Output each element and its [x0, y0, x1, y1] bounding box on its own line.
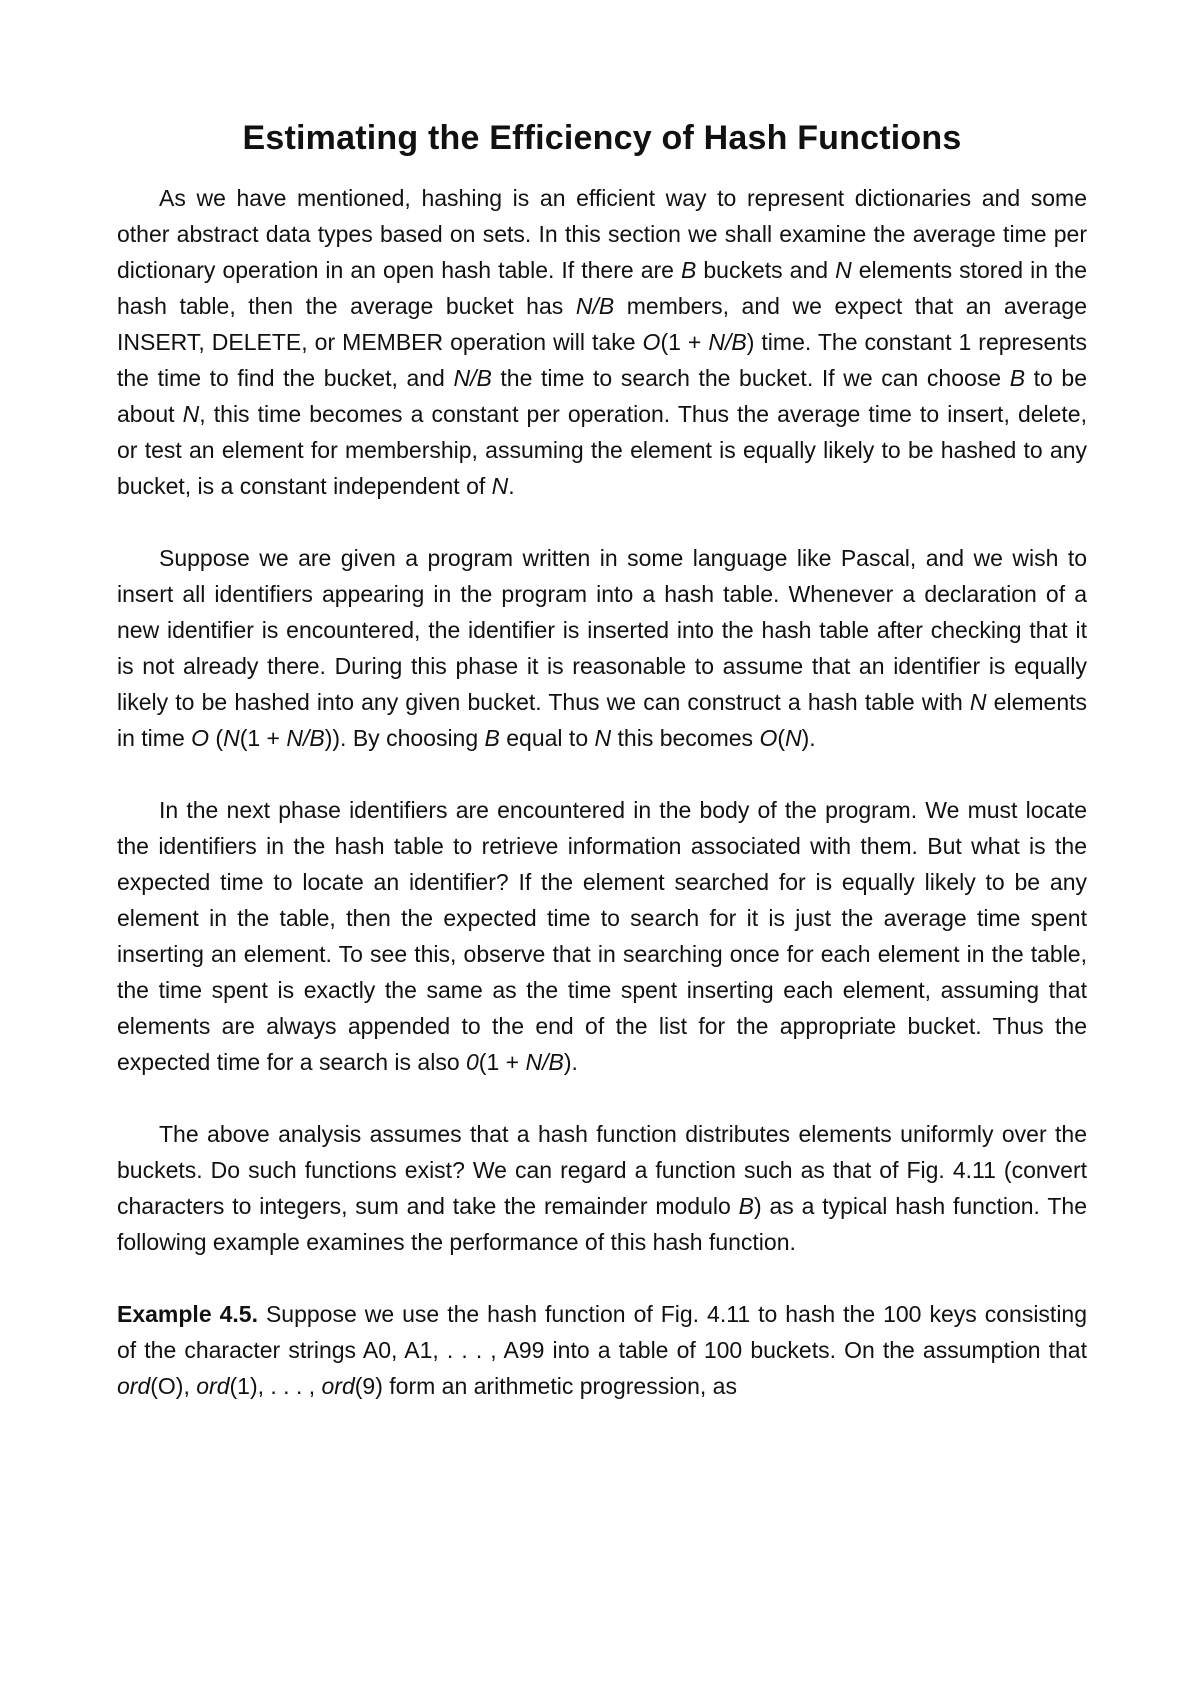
paragraph-average-time: [117, 180, 1087, 504]
text-run: ).: [563, 1049, 578, 1075]
text-run: (1 +: [660, 329, 709, 355]
math-symbol: O: [759, 725, 778, 751]
text-run: Suppose we are given a program written in some language like Pascal, and we wish to insert all identifiers appearing in the program into a hash table. Whenever a declaration of a new identifier is encountered, the identifier is inserted into the hash table after checking that it is not already there. During this phase it is reasonable to assume that an identifier is equally likely to be hashed into any given bucket. Thus we can construct a hash table with: [117, 545, 1087, 715]
math-symbol: N: [594, 725, 612, 751]
math-symbol: ord: [196, 1373, 230, 1399]
text-run: ).: [801, 725, 816, 751]
example-label: Example 4.5.: [117, 1301, 258, 1327]
text-run: the time to search the bucket. If we can choose: [491, 365, 1010, 391]
math-symbol: N/B: [708, 329, 747, 355]
math-symbol: ord: [117, 1373, 151, 1399]
math-symbol: N/B: [525, 1049, 564, 1075]
text-run: Suppose we use the hash function of Fig. 4.11 to hash the 100 keys consisting of the character strings A0, A1, . . . , A99 into a table of 100 buckets. On the assumption that: [117, 1301, 1088, 1363]
text-run: , this time becomes a constant per operation. Thus the average time to insert, delete, or test an element for membership, assuming the element is equally likely to be hashed to any bucket, is a constant independent of: [117, 401, 1087, 499]
math-symbol: B: [680, 257, 697, 283]
text-run: .: [508, 473, 515, 499]
text-run: equal to: [499, 725, 595, 751]
text-run: (: [777, 725, 785, 751]
math-symbol: N: [835, 257, 852, 283]
paragraph-identifier-insertion: [117, 540, 1087, 756]
math-symbol: B: [738, 1193, 754, 1219]
text-run: (9) form an arithmetic progression, as: [354, 1373, 737, 1399]
math-symbol: N: [785, 725, 802, 751]
text-run: elements stored in the hash table, then the average bucket has: [117, 257, 1088, 319]
text-run: The above analysis assumes that a hash function distributes elements uniformly over the buckets. Do such functions exist? We can regard a function such as that of Fig. 4.11 (convert characters to integers, sum and take the remainder modulo: [117, 1121, 1087, 1219]
text-run: ) time. The constant 1 represents the time to find the bucket, and: [117, 329, 1087, 391]
text-run: As we have mentioned, hashing is an efficient way to represent dictionaries and some other abstract data types based on sets. In this section we shall examine the average time per dictionary operation in an open hash table. If there are: [117, 185, 1087, 283]
document-title: Estimating the Efficiency of Hash Functions: [242, 119, 962, 157]
text-run: (: [209, 725, 224, 751]
text-run: )). By choosing: [324, 725, 485, 751]
text-run: (O),: [150, 1373, 197, 1399]
math-symbol: O: [642, 329, 661, 355]
math-symbol: B: [484, 725, 500, 751]
text-run: (1 +: [478, 1049, 526, 1075]
math-symbol: 0: [466, 1049, 479, 1075]
text-run: buckets and: [696, 257, 836, 283]
math-symbol: ord: [321, 1373, 355, 1399]
math-symbol: N/B: [453, 365, 492, 391]
text-run: ) as a typical hash function. The following example examines the performance of this hash function.: [117, 1193, 1087, 1255]
math-symbol: N: [223, 725, 240, 751]
paragraph-uniform-distribution: [117, 1116, 1087, 1260]
text-run: (1), . . . ,: [229, 1373, 322, 1399]
text-run: this becomes: [611, 725, 760, 751]
math-symbol: N/B: [575, 293, 615, 319]
math-symbol: O: [191, 725, 210, 751]
text-run: members, and we expect that an average INSERT, DELETE, or MEMBER operation will take: [117, 293, 1087, 355]
math-symbol: B: [1009, 365, 1026, 391]
paragraph-lookup-phase: [117, 792, 1087, 1080]
text-run: elements in time: [117, 689, 1087, 751]
math-symbol: N: [969, 689, 987, 715]
text-run: In the next phase identifiers are encountered in the body of the program. We must locate the identifiers in the hash table to retrieve information associated with them. But what is the expected time to locate an identifier? If the element searched for is equally likely to be any element in the table, then the expected time to search for it is just the average time spent inserting an element. To see this, observe that in searching once for each element in the table, the time spent is exactly the same as the time spent inserting each element, assuming that elements are always appended to the end of the list for the appropriate bucket. Thus the expected time for a search is also: [117, 797, 1087, 1075]
math-symbol: N: [491, 473, 509, 499]
math-symbol: N/B: [286, 725, 325, 751]
text-run: to be about: [117, 365, 1088, 427]
text-run: (1 +: [239, 725, 287, 751]
paragraph-example-4-5: [117, 1296, 1087, 1404]
math-symbol: N: [182, 401, 200, 427]
